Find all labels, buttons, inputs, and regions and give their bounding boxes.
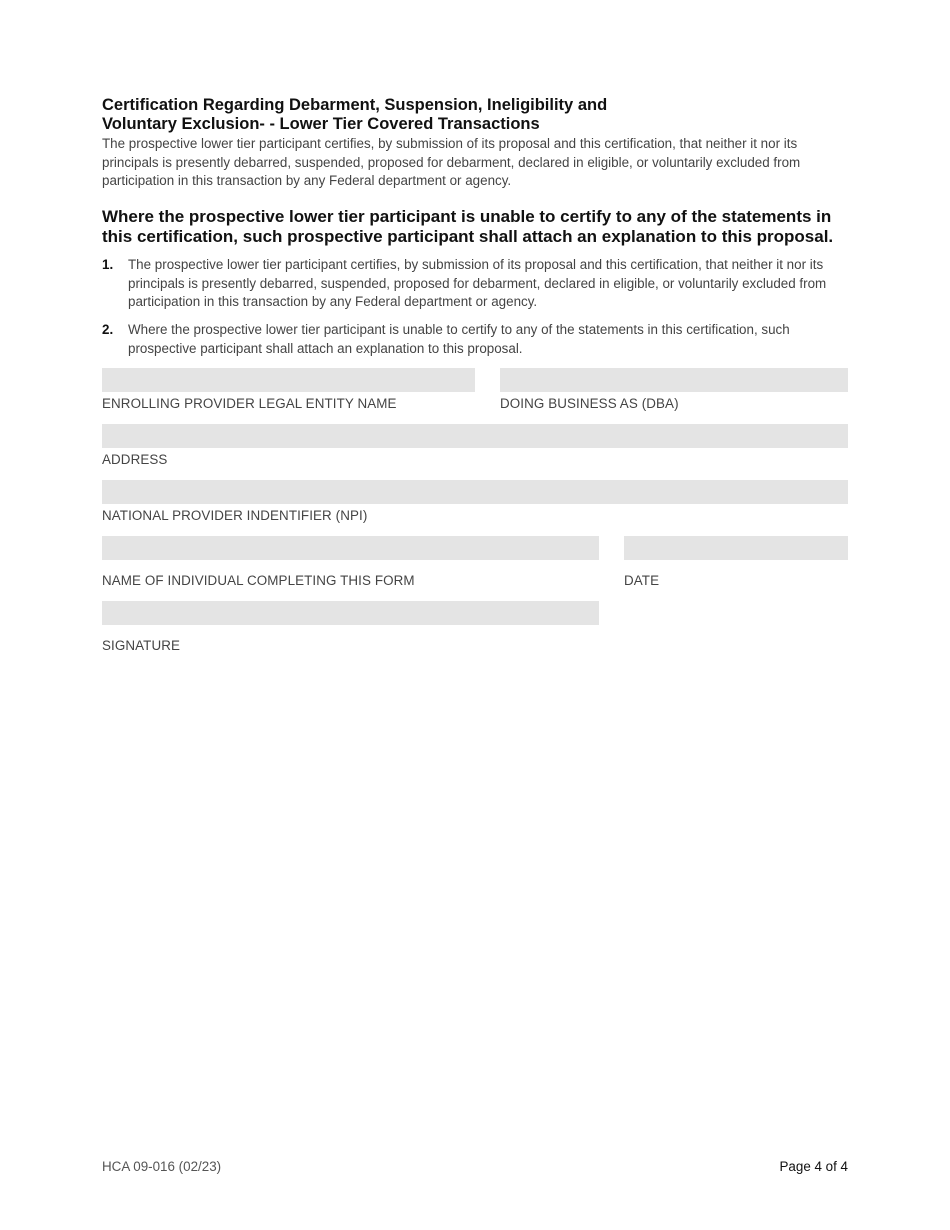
- date-label: DATE: [624, 573, 660, 588]
- signature-field[interactable]: [102, 601, 599, 625]
- npi-label: NATIONAL PROVIDER INDENTIFIER (NPI): [102, 508, 368, 523]
- form-id: HCA 09-016 (02/23): [102, 1159, 222, 1174]
- date-field[interactable]: [624, 536, 848, 560]
- address-field[interactable]: [102, 424, 848, 448]
- title-line-2: Voluntary Exclusion- - Lower Tier Covered Transactions: [102, 115, 540, 133]
- item-number: 2.: [102, 322, 114, 337]
- dba-field[interactable]: [500, 368, 848, 392]
- certification-item-2: [102, 321, 848, 358]
- npi-field[interactable]: [102, 480, 848, 504]
- warning-statement: Where the prospective lower tier participant is unable to certify to any of the statements in this certification, such prospective participant shall attach an explanation to this proposal.: [102, 207, 834, 246]
- page-number: Page 4 of 4: [779, 1159, 848, 1174]
- individual-name-field[interactable]: [102, 536, 599, 560]
- signature-label: SIGNATURE: [102, 638, 181, 653]
- item-text: The prospective lower tier participant certifies, by submission of its proposal and this certification, that neither it nor its principals is presently debarred, suspended, proposed for debarment, declared in eligible, or voluntarily excluded from participation in this transaction by any Federal department or agency.: [128, 257, 827, 309]
- item-number: 1.: [102, 257, 114, 272]
- item-text: Where the prospective lower tier participant is unable to certify to any of the statements in this certification, such prospective participant shall attach an explanation to this proposal.: [128, 322, 790, 356]
- address-label: ADDRESS: [102, 452, 168, 467]
- intro-paragraph: The prospective lower tier participant certifies, by submission of its proposal and this certification, that neither it nor its principals is presently debarred, suspended, proposed for debarment, declared in eligible, or voluntarily excluded from participation in this transaction by any Federal department or agency.: [102, 136, 801, 188]
- title-line-1: Certification Regarding Debarment, Suspension, Ineligibility and: [102, 96, 608, 114]
- individual-name-label: NAME OF INDIVIDUAL COMPLETING THIS FORM: [102, 573, 415, 588]
- legal-entity-name-label: ENROLLING PROVIDER LEGAL ENTITY NAME: [102, 396, 397, 411]
- dba-label: DOING BUSINESS AS (DBA): [500, 396, 679, 411]
- certification-item-1: [102, 256, 848, 312]
- legal-entity-name-field[interactable]: [102, 368, 475, 392]
- document-title: [102, 96, 802, 134]
